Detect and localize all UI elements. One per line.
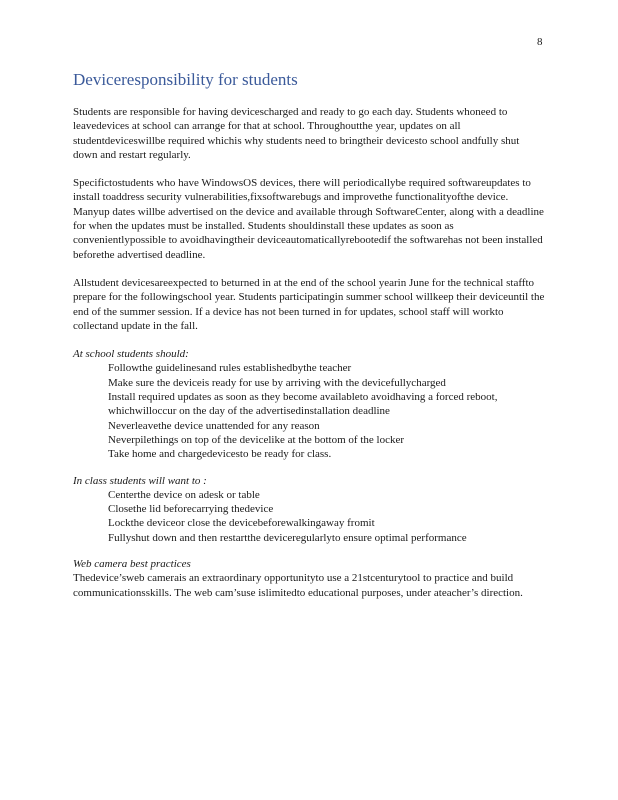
paragraph-windows-updates: Specifictostudents who have WindowsOS devices, there will periodicallybe required softwareupdates to install toaddress security vulnerabilities,fixsoftwarebugs and improvethe functionalityofthe device. Manyup dates willbe advertised on the device and available through SoftwareCenter, along with a deadline for when the updates must be installed. Students shouldinstall these updates as soon as convenientlypossible to avoidhavingtheir deviceautomaticallyrebootedif the softwarehas not been installed beforethe advertised deadline. (73, 177, 544, 261)
list-item-text: Closethe lid beforecarrying thedevice (108, 503, 274, 516)
in-class-subheading: In class students will want to : (73, 474, 207, 487)
list-item-text: Take home and chargedevicesto be ready for class. (108, 448, 332, 461)
list-item (91, 502, 545, 516)
web-camera-subheading: Web camera best practices (73, 558, 191, 571)
paragraph-device-charging: Students are responsible for having devicescharged and ready to go each day. Students whoneed to leavedevices at school can arrange for that at school. Throughoutthe year, updates on all studentdeviceswillbe required whichis why students need to bringtheir devicesto school andfully shut down and restart regularly. (73, 106, 520, 161)
list-item-text: Make sure the deviceis ready for use by arriving with the devicefullycharged (108, 376, 446, 389)
list-item-text: Install required updates as soon as they become availableto avoidhaving a forced reboot, whichwilloccur on the day of the advertisedinstallation deadline (108, 391, 498, 418)
list-item (91, 361, 545, 375)
at-school-subheading: At school students should: (73, 348, 189, 361)
section-heading: Deviceresponsibility for students (73, 70, 298, 89)
list-item (91, 488, 545, 502)
paragraph-web-camera: Thedevice’sweb camerais an extraordinary opportunityto use a 21stcenturytool to practice and build communicationsskills. The web cam’suse islimitedto educational purposes, under ateacher’s direction. (73, 572, 523, 599)
list-item (91, 516, 545, 530)
document-body (73, 105, 545, 614)
paragraph-end-of-year: Allstudent devicesareexpected to beturned in at the end of the school yearin June for the technical staffto prepare for the followingschool year. Students participatingin summer school willkeep their deviceuntil the end of the summer session. If a device has not been turned in for updates, school staff will workto collectand update in the fall. (73, 276, 545, 332)
list-item-text: Fullyshut down and then restartthe deviceregularlyto ensure optimal performance (108, 531, 467, 544)
at-school-list (73, 361, 545, 461)
list-item-text: Neverleavethe device unattended for any reason (108, 419, 320, 432)
list-item (91, 433, 545, 447)
list-item (91, 390, 545, 419)
list-item (91, 376, 545, 390)
list-item-text: Followthe guidelinesand rules establishedbythe teacher (108, 362, 352, 375)
list-item (91, 531, 545, 545)
page-number: 8 (537, 36, 543, 48)
list-item-text: Lockthe deviceor close the devicebeforewalkingaway fromit (108, 517, 375, 530)
in-class-list (73, 488, 545, 545)
list-item (91, 447, 545, 461)
list-item (91, 419, 545, 433)
list-item-text: Centerthe device on adesk or table (108, 488, 260, 501)
list-item-text: Neverpilethings on top of the devicelike at the bottom of the locker (108, 433, 404, 446)
